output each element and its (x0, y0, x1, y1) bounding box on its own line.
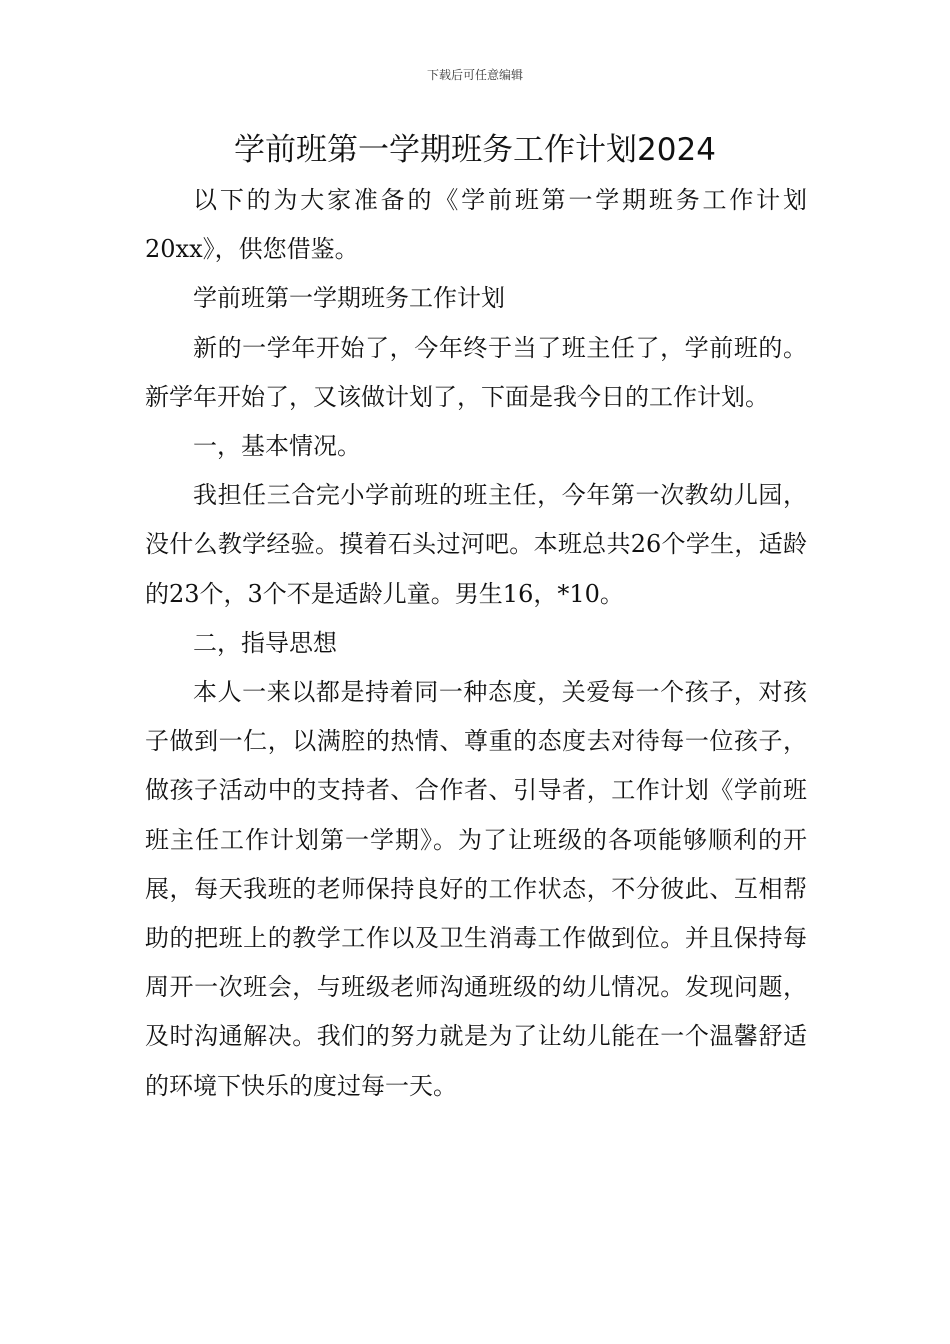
subtitle-paragraph: 学前班第一学期班务工作计划 (193, 284, 505, 313)
header-note: 下载后可任意编辑 (426, 68, 523, 82)
document-body (145, 176, 807, 1111)
guiding-thought-paragraph: 本人一来以都是持着同一种态度，关爱每一个孩子，对孩子做到一仁，以满腔的热情、尊重的态度去对待每一位孩子，做孩子活动中的支持者、合作者、引导者，工作计划《学前班班主任工作计划第一学期》。为了让班级的各项能够顺利的开展，每天我班的老师保持良好的工作状态，不分彼此、互相帮助的把班上的教学工作以及卫生消毒工作做到位。并且保持每周开一次班会，与班级老师沟通班级的幼儿情况。发现问题，及时沟通解决。我们的努力就是为了让幼儿能在一个温馨舒适的环境下快乐的度过每一天。 (145, 678, 807, 1100)
intro-paragraph: 以下的为大家准备的《学前班第一学期班务工作计划20xx》，供您借鉴。 (145, 186, 807, 264)
opening-paragraph: 新的一学年开始了，今年终于当了班主任了，学前班的。新学年开始了，又该做计划了，下面是我今日的工作计划。 (145, 333, 807, 411)
section-heading-guiding-thought: 二，指导思想 (193, 628, 337, 657)
document-title: 学前班第一学期班务工作计划2024 (234, 132, 716, 168)
basic-situation-paragraph: 我担任三合完小学前班的班主任，今年第一次教幼儿园，没什么教学经验。摸着石头过河吧。本班总共26个学生，适龄的23个，3个不是适龄儿童。男生16，*10。 (145, 481, 807, 608)
section-heading-basic-situation: 一，基本情况。 (193, 432, 361, 461)
